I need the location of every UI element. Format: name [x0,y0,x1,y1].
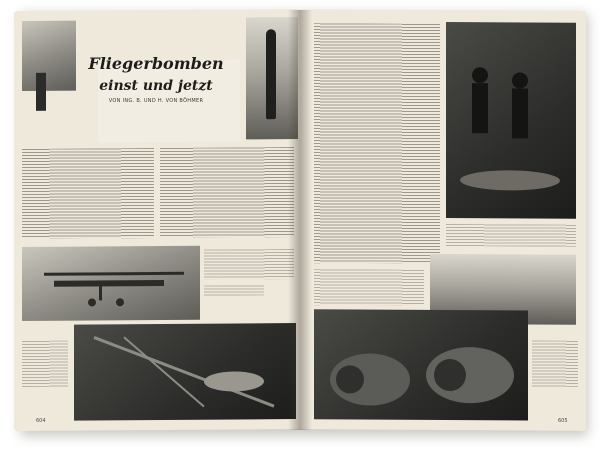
caption-bottom-left [22,341,68,387]
large-bombs-icon [320,329,520,415]
soldiers-figures-icon [450,50,570,211]
page-number-left: 604 [36,418,46,424]
illustration-bomb-drop [22,21,76,91]
article-text-col1 [22,148,154,239]
biplane-icon [44,260,184,311]
article-subtitle: einst und jetzt [99,78,213,94]
dark-bar-graphic [36,73,46,111]
page-number-right: 605 [558,418,568,424]
bomb-silhouette [266,29,276,119]
caption-soldiers [446,224,576,247]
book-gutter [288,10,312,430]
right-page [300,9,586,431]
article-text-col2 [160,147,294,238]
article-text-col3 [314,23,440,264]
caption-middle [314,269,424,306]
bomb-rack-icon [84,331,284,412]
article-byline: VON ING. B. UND H. VON BÖHMER [108,98,204,104]
caption-bottom-right [532,341,578,387]
caption-biplane [204,249,294,280]
caption-credit [204,285,264,295]
article-title: Fliegerbomben [88,54,224,73]
